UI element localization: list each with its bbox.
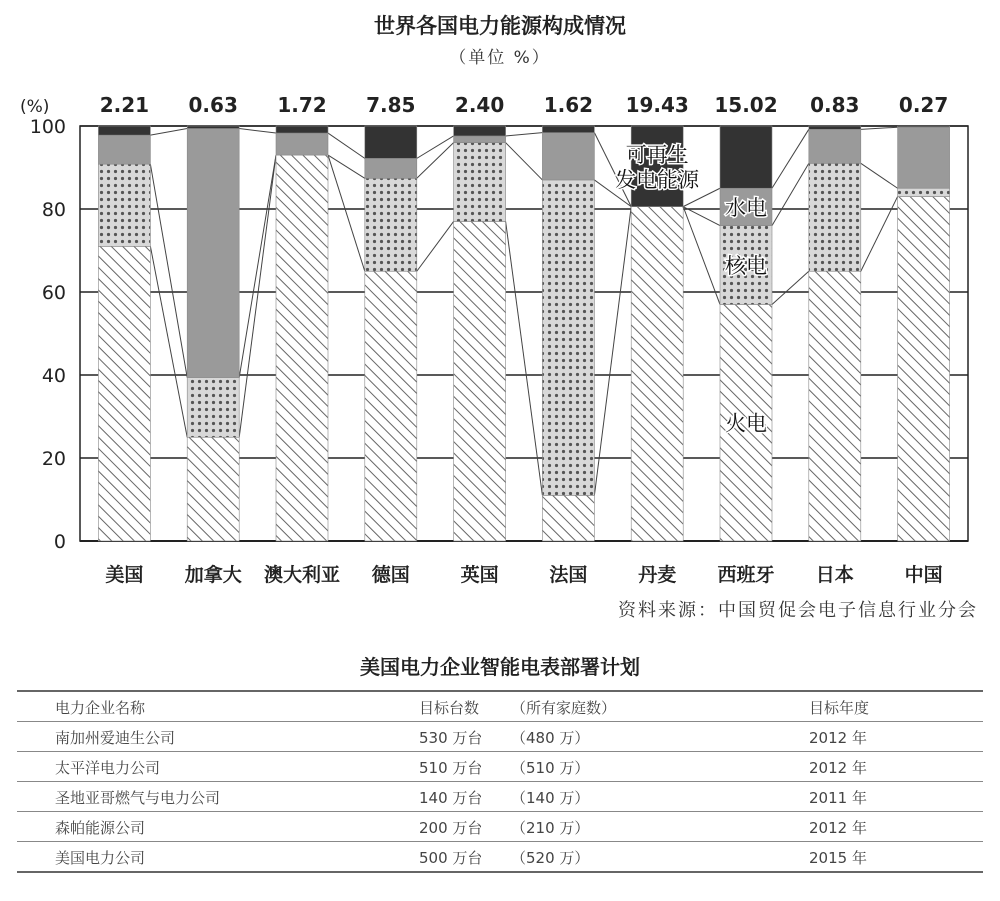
bar-segment (365, 158, 417, 178)
bar-segment (365, 126, 417, 158)
cell-households: （520 万） (511, 849, 590, 867)
table-row (17, 722, 983, 752)
data-label: 0.83 (810, 93, 860, 117)
connector-line (683, 207, 720, 305)
chart-title: 世界各国电力能源构成情况 (374, 14, 626, 38)
table-row (17, 842, 983, 873)
connector-line (772, 163, 809, 225)
bar-segment (809, 271, 861, 541)
data-label: 2.40 (454, 93, 505, 117)
bar-segment (809, 126, 861, 129)
bar-segment (365, 271, 417, 541)
table-row (17, 752, 983, 782)
smart-meter-plan-table (17, 690, 983, 873)
x-tick-label: 德国 (371, 564, 410, 586)
y-tick-label: 100 (29, 116, 66, 138)
bar-segment (365, 178, 417, 271)
connector-line (150, 128, 187, 135)
cell-company: 森帕能源公司 (55, 819, 146, 837)
bar-layer (98, 126, 949, 541)
bar-segment (276, 133, 328, 155)
connector-line (772, 129, 809, 188)
x-tick-label: 加拿大 (184, 564, 242, 586)
bar-segment (454, 143, 506, 222)
series-annotation: 核电 (725, 254, 767, 279)
connector-line (150, 164, 187, 377)
cell-target-year: 2012 年 (809, 729, 867, 747)
series-annotation: 火电 (725, 411, 767, 436)
cell-target-units: 500 万台 (419, 849, 483, 867)
bar-segment (276, 155, 328, 541)
bar-segment (542, 495, 594, 541)
x-tick-label: 丹麦 (638, 564, 677, 586)
connector-line (861, 127, 898, 129)
header-target-units: 目标台数 (419, 699, 480, 717)
bar-segment (98, 135, 150, 164)
bar-segment (454, 126, 506, 136)
connector-line (239, 128, 276, 133)
bar-segment (898, 197, 950, 541)
y-axis-label: (%) (20, 97, 50, 117)
bar-segment (809, 129, 861, 163)
connector-line (417, 221, 454, 271)
series-annotation: 水电 (725, 195, 767, 220)
source-note: 资料来源：中国贸促会电子信息行业分会 (618, 600, 978, 621)
table-header-row (17, 690, 983, 722)
x-tick-label: 美国 (105, 564, 144, 586)
cell-target-year: 2012 年 (809, 759, 867, 777)
y-tick-label: 80 (41, 199, 66, 221)
y-tick-label: 20 (41, 448, 66, 470)
bar-segment (187, 128, 239, 377)
cell-households: （210 万） (511, 819, 590, 837)
bar-segment (542, 133, 594, 180)
cell-company: 太平洋电力公司 (55, 759, 161, 777)
connector-line (506, 221, 543, 495)
cell-target-units: 140 万台 (419, 789, 483, 807)
bar-segment (187, 437, 239, 541)
cell-households: （140 万） (511, 789, 590, 807)
cell-company: 圣地亚哥燃气与电力公司 (55, 789, 221, 807)
bar-segment (898, 188, 950, 196)
bar-segment (542, 126, 594, 133)
x-tick-label: 澳大利亚 (263, 564, 341, 586)
connector-line (239, 155, 276, 377)
data-label: 0.63 (188, 93, 238, 117)
bar-segment (276, 126, 328, 133)
x-tick-label: 英国 (460, 564, 499, 586)
y-tick-label: 60 (41, 282, 66, 304)
bar-segment (631, 207, 683, 541)
table-title: 美国电力企业智能电表部署计划 (360, 655, 640, 679)
bar-segment (809, 163, 861, 271)
bar-segment (98, 246, 150, 541)
cell-target-year: 2015 年 (809, 849, 867, 867)
header-households: （所有家庭数） (511, 699, 617, 717)
connector-layer (150, 127, 897, 495)
data-label: 7.85 (366, 93, 416, 117)
y-tick-label: 40 (41, 365, 66, 387)
data-label: 0.27 (898, 93, 949, 117)
x-tick-label: 中国 (904, 564, 943, 586)
series-annotation: 可再生 (625, 142, 689, 167)
cell-company: 南加州爱迪生公司 (55, 729, 176, 747)
cell-target-year: 2012 年 (809, 819, 867, 837)
bar-segment (898, 126, 950, 127)
bar-segment (187, 377, 239, 437)
cell-target-units: 530 万台 (419, 729, 483, 747)
data-label: 1.62 (543, 93, 594, 117)
bar-segment (720, 126, 772, 188)
data-label: 1.72 (277, 93, 327, 117)
bar-segment (454, 221, 506, 541)
connector-line (861, 197, 898, 272)
connector-line (150, 246, 187, 437)
y-tick-label: 0 (53, 531, 66, 553)
connector-line (506, 133, 543, 136)
connector-line (239, 155, 276, 437)
bar-segment (542, 180, 594, 495)
connector-line (506, 143, 543, 180)
connector-line (328, 155, 365, 178)
cell-company: 美国电力公司 (55, 849, 146, 867)
bar-segment (98, 164, 150, 246)
header-target-year: 目标年度 (809, 699, 870, 717)
bar-segment (454, 136, 506, 143)
connector-line (772, 271, 809, 304)
bar-segment (898, 127, 950, 188)
cell-target-units: 510 万台 (419, 759, 483, 777)
data-label: 2.21 (99, 93, 150, 117)
bar-segment (187, 126, 239, 128)
connector-line (328, 155, 365, 271)
header-company: 电力企业名称 (55, 699, 146, 717)
connector-line (417, 136, 454, 158)
connector-line (417, 143, 454, 179)
series-annotation: 发电能源 (615, 167, 700, 192)
connector-line (328, 133, 365, 158)
connector-line (594, 207, 631, 496)
cell-target-year: 2011 年 (809, 789, 867, 807)
bar-segment (98, 126, 150, 135)
cell-households: （510 万） (511, 759, 590, 777)
table-row (17, 812, 983, 842)
table-row (17, 782, 983, 812)
cell-households: （480 万） (511, 729, 590, 747)
connector-line (861, 163, 898, 188)
chart-unit-label: （单位 %） (449, 48, 551, 68)
x-tick-label: 西班牙 (717, 564, 775, 586)
data-label: 15.02 (714, 93, 778, 117)
cell-target-units: 200 万台 (419, 819, 483, 837)
x-tick-label: 法国 (549, 564, 588, 586)
data-label: 19.43 (625, 93, 689, 117)
x-tick-label: 日本 (815, 564, 854, 586)
